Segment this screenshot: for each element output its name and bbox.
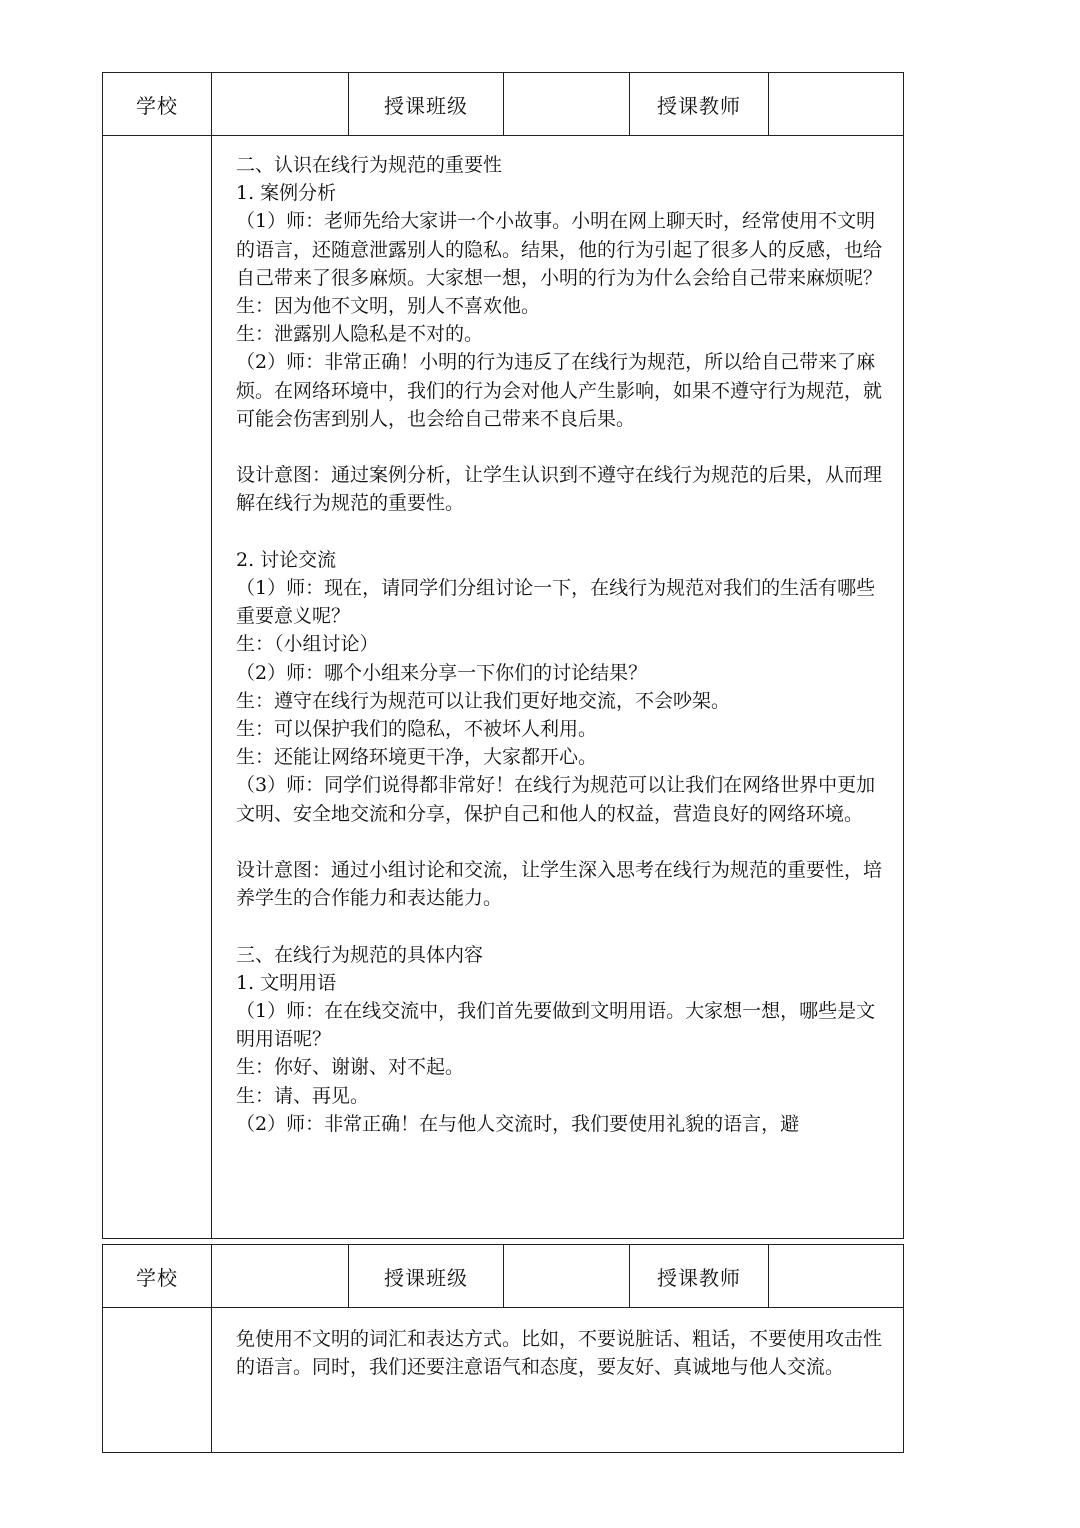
- lesson-content: [212, 136, 903, 1239]
- paragraph: （1）师：老师先给大家讲一个小故事。小明在网上聊天时，经常使用不文明的语言，还随意泄露别人的隐私。结果，他的行为引起了很多人的反感，也给自己带来了很多麻烦。大家想一想，小明的行为为什么会给自己带来麻烦呢？: [236, 210, 883, 289]
- class-value: [504, 73, 630, 135]
- paragraph: 三、在线行为规范的具体内容: [236, 943, 484, 966]
- blank-line: [236, 828, 889, 856]
- paragraph: 1. 案例分析: [236, 182, 337, 205]
- teacher-value: [769, 73, 903, 135]
- paragraph: 免使用不文明的词汇和表达方式。比如，不要说脏话、粗话，不要使用攻击性的语言。同时，我们还要注意语气和态度，要友好、真诚地与他人交流。: [236, 1328, 883, 1379]
- header-row: [103, 1245, 903, 1308]
- paragraph: 生：泄露别人隐私是不对的。: [236, 323, 484, 346]
- paragraph: 二、认识在线行为规范的重要性: [236, 154, 503, 176]
- paragraph: （2）师：非常正确！小明的行为违反了在线行为规范，所以给自己带来了麻烦。在网络环境中，我们的行为会对他人产生影响，如果不遵守行为规范，就可能会伤害到别人，也会给自己带来不良后果。: [236, 351, 883, 430]
- paragraph: 2. 讨论交流: [236, 548, 337, 571]
- paragraph: 生：你好、谢谢、对不起。: [236, 1056, 465, 1079]
- paragraph: （1）师：现在，请同学们分组讨论一下，在线行为规范对我们的生活有哪些重要意义呢？: [236, 577, 876, 628]
- class-label: 授课班级: [349, 1245, 504, 1307]
- paragraph: （3）师：同学们说得都非常好！在线行为规范可以让我们在网络世界中更加文明、安全地交流和分享，保护自己和他人的权益，营造良好的网络环境。: [236, 774, 876, 825]
- paragraph: 生：可以保护我们的隐私，不被坏人利用。: [236, 718, 598, 741]
- header-row: [103, 73, 903, 136]
- class-label: 授课班级: [349, 73, 504, 135]
- paragraph: 生：（小组讨论）: [236, 633, 379, 656]
- paragraph: 1. 文明用语: [236, 971, 337, 994]
- body-row: [103, 136, 903, 1239]
- teacher-value: [769, 1245, 903, 1307]
- class-value: [504, 1245, 630, 1307]
- paragraph: 设计意图：通过案例分析，让学生认识到不遵守在线行为规范的后果，从而理解在线行为规范的重要性。: [236, 464, 883, 515]
- blank-line: [236, 433, 889, 461]
- school-label: 学校: [103, 1245, 212, 1307]
- paragraph: 生：请、再见。: [236, 1084, 370, 1107]
- school-value: [212, 1245, 349, 1307]
- school-value: [212, 73, 349, 135]
- paragraph: （2）师：哪个小组来分享一下你们的讨论结果？: [236, 661, 648, 684]
- blank-line: [236, 518, 889, 546]
- paragraph: 生：遵守在线行为规范可以让我们更好地交流，不会吵架。: [236, 689, 731, 712]
- paragraph: 设计意图：通过小组讨论和交流，让学生深入思考在线行为规范的重要性，培养学生的合作能力和表达能力。: [236, 859, 883, 910]
- teacher-label: 授课教师: [630, 73, 769, 135]
- paragraph: （2）师：非常正确！在与他人交流时，我们要使用礼貌的语言，避: [236, 1112, 800, 1135]
- body-row: [103, 1308, 903, 1453]
- paragraph: 生：因为他不文明，别人不喜欢他。: [236, 295, 541, 318]
- school-label: 学校: [103, 73, 212, 135]
- lesson-table-page-1: [102, 72, 904, 1239]
- paragraph: 生：还能让网络环境更干净，大家都开心。: [236, 746, 598, 769]
- left-column: [103, 1308, 212, 1453]
- left-column: [103, 136, 212, 1239]
- lesson-table-page-2: [102, 1244, 904, 1453]
- paragraph: （1）师：在在线交流中，我们首先要做到文明用语。大家想一想，哪些是文明用语呢？: [236, 1000, 876, 1051]
- blank-line: [236, 912, 889, 940]
- teacher-label: 授课教师: [630, 1245, 769, 1307]
- lesson-content: [212, 1308, 903, 1453]
